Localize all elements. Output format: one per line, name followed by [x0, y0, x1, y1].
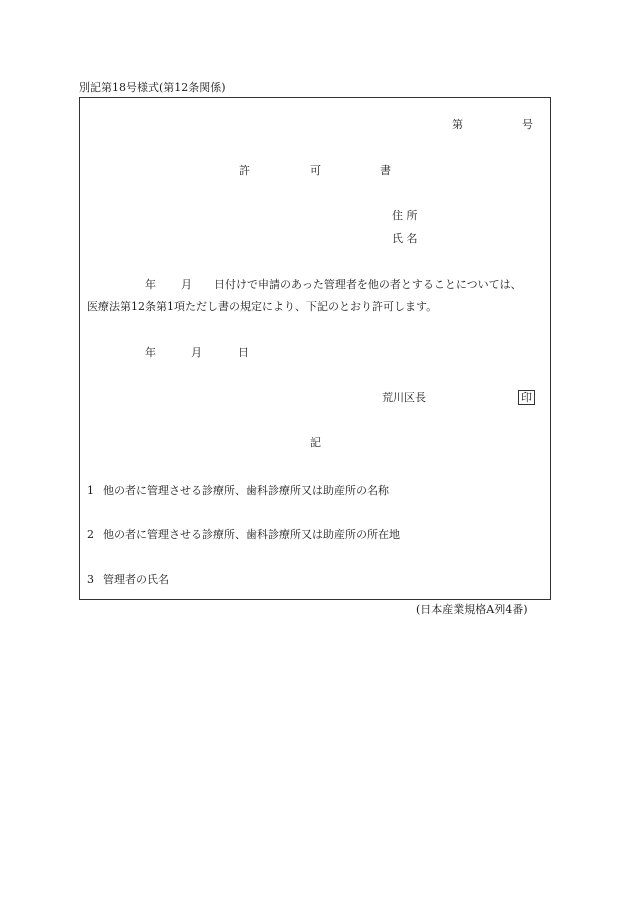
date-day: 日 — [238, 346, 249, 359]
date-month: 月 — [191, 346, 202, 359]
issuer-name: 荒川区長 — [382, 391, 426, 404]
title-char-3: 書 — [380, 164, 391, 177]
item-3-text: 管理者の氏名 — [103, 573, 169, 586]
item-2-text: 他の者に管理させる診療所、歯科診療所又は助産所の所在地 — [103, 528, 400, 541]
address-label: 住 所 — [392, 209, 418, 222]
item-3-number: 3 — [87, 573, 94, 586]
body-text-line-1: 日付けで申請のあった管理者を他の者とすることについては、 — [214, 278, 522, 291]
form-label: 別記第18号様式(第12条関係) — [79, 81, 226, 94]
item-1-number: 1 — [87, 484, 94, 497]
item-1-text: 他の者に管理させる診療所、歯科診療所又は助産所の名称 — [103, 484, 389, 497]
title-char-1: 許 — [239, 164, 250, 177]
body-text-line-2: 医療法第12条第1項ただし書の規定により、下記のとおり許可します。 — [87, 300, 438, 313]
ki-heading: 記 — [310, 436, 321, 449]
body-year: 年 — [145, 278, 156, 291]
title-char-2: 可 — [310, 164, 321, 177]
number-suffix: 号 — [522, 118, 533, 131]
date-year: 年 — [145, 346, 156, 359]
item-2-number: 2 — [87, 528, 94, 541]
name-label: 氏 名 — [392, 232, 418, 245]
paper-standard-note: (日本産業規格A列4番) — [416, 603, 528, 616]
number-prefix: 第 — [452, 118, 463, 131]
seal-mark: 印 — [518, 390, 535, 405]
body-month: 月 — [181, 278, 192, 291]
